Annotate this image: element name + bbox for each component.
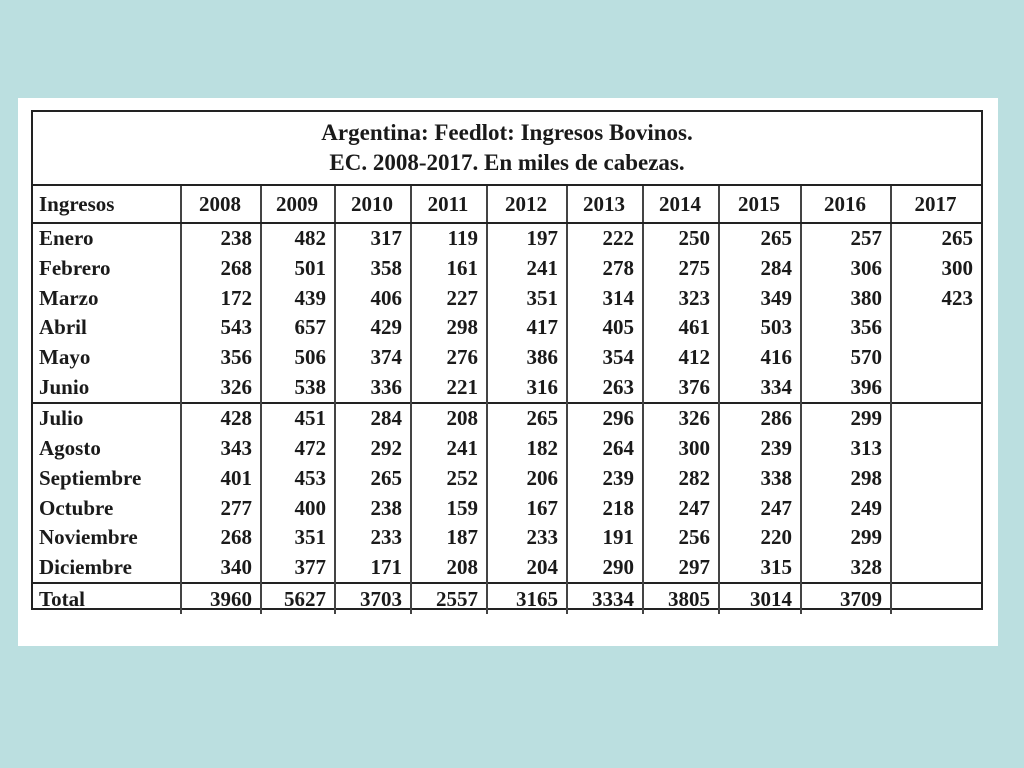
value-cell: 423 [941,285,973,310]
value-cell: 227 [411,283,487,313]
value-cell: 282 [643,464,719,494]
value-cell: 292 [335,434,411,464]
value-cell: 3703 [335,583,411,614]
value-cell: 233 [335,523,411,553]
header-cell-year: 2010 [335,186,411,223]
month-cell: Agosto [33,434,181,464]
month-cell: Febrero [33,254,181,284]
month-cell: Noviembre [33,523,181,553]
value-cell: 377 [261,553,335,584]
value-cell: 182 [487,434,567,464]
value-cell: 290 [567,553,643,584]
value-cell: 317 [335,223,411,254]
value-cell: 275 [643,254,719,284]
value-cell: 265 [335,464,411,494]
value-cell: 334 [719,372,801,403]
value-cell: 300 [941,256,973,281]
value-cell: 241 [411,434,487,464]
value-cell: 315 [719,553,801,584]
value-cell: 306 [801,254,891,284]
value-cell: 3709 [801,583,891,614]
value-cell: 208 [411,553,487,584]
value-cell: 265 [941,226,973,251]
value-cell: 5627 [261,583,335,614]
value-cell: 247 [719,493,801,523]
month-cell: Junio [33,372,181,403]
header-cell-year: 2015 [719,186,801,223]
table-row [33,553,981,584]
value-cell: 3805 [643,583,719,614]
value-cell: 298 [411,313,487,343]
value-cell: 374 [335,343,411,373]
table-title [33,112,981,186]
value-cell: 380 [801,283,891,313]
value-cell: 278 [567,254,643,284]
value-cell: 238 [335,493,411,523]
table-row [33,523,981,553]
value-cell: 299 [801,523,891,553]
value-cell: 191 [567,523,643,553]
value-cell: 417 [487,313,567,343]
value-cell: 296 [567,403,643,434]
value-cell: 323 [643,283,719,313]
value-cell: 482 [261,223,335,254]
value-cell: 412 [643,343,719,373]
table-body [33,223,981,614]
value-cell [891,523,981,553]
table-row [33,493,981,523]
value-cell: 416 [719,343,801,373]
value-cell: 343 [181,434,261,464]
value-cell: 247 [643,493,719,523]
value-cell: 265 [487,403,567,434]
value-cell: 239 [719,434,801,464]
value-cell: 257 [801,223,891,254]
month-cell: Diciembre [33,553,181,584]
value-cell: 428 [181,403,261,434]
value-cell: 657 [261,313,335,343]
value-cell: 326 [181,372,261,403]
value-cell [891,464,981,494]
total-row [33,583,981,614]
value-cell: 506 [261,343,335,373]
value-cell: 543 [181,313,261,343]
value-cell: 297 [643,553,719,584]
value-cell: 351 [261,523,335,553]
value-cell: 206 [487,464,567,494]
value-cell: 2557 [411,583,487,614]
value-cell: 239 [567,464,643,494]
header-cell-year: 2012 [487,186,567,223]
value-cell [891,343,981,373]
value-cell: 300 [643,434,719,464]
header-cell-year: 2017 [891,186,981,223]
value-cell: 503 [719,313,801,343]
total-label-cell: Total [33,583,181,614]
value-cell: 336 [335,372,411,403]
table-row [33,434,981,464]
value-cell: 501 [261,254,335,284]
value-cell: 461 [643,313,719,343]
header-cell-year: 2014 [643,186,719,223]
value-cell: 268 [181,523,261,553]
value-cell: 376 [643,372,719,403]
value-cell: 326 [643,403,719,434]
value-cell: 298 [801,464,891,494]
value-cell: 316 [487,372,567,403]
value-cell: 233 [487,523,567,553]
value-cell: 222 [567,223,643,254]
value-cell: 276 [411,343,487,373]
value-cell: 208 [411,403,487,434]
value-cell: 314 [567,283,643,313]
value-cell: 538 [261,372,335,403]
value-cell [891,434,981,464]
value-cell: 249 [801,493,891,523]
table-frame [31,110,983,610]
value-cell: 171 [335,553,411,584]
value-cell: 268 [181,254,261,284]
value-cell: 356 [181,343,261,373]
value-cell: 401 [181,464,261,494]
value-cell: 250 [643,223,719,254]
value-cell: 161 [411,254,487,284]
value-cell: 338 [719,464,801,494]
value-cell: 3334 [567,583,643,614]
value-cell: 3165 [487,583,567,614]
value-cell [891,372,981,403]
value-cell: 256 [643,523,719,553]
value-cell: 264 [567,434,643,464]
value-cell: 284 [335,403,411,434]
table-row [33,403,981,434]
value-cell: 429 [335,313,411,343]
table-row [33,223,981,254]
value-cell: 3960 [181,583,261,614]
value-cell: 356 [801,313,891,343]
value-cell [891,493,981,523]
value-cell: 197 [487,223,567,254]
value-cell: 3014 [719,583,801,614]
value-cell [891,583,981,614]
title-line-1: Argentina: Feedlot: Ingresos Bovinos. [321,120,693,145]
month-cell: Mayo [33,343,181,373]
header-cell-year: 2008 [181,186,261,223]
value-cell: 187 [411,523,487,553]
value-cell: 570 [801,343,891,373]
value-cell: 218 [567,493,643,523]
value-cell: 386 [487,343,567,373]
value-cell: 299 [801,403,891,434]
table-row [33,283,981,313]
table-row [33,372,981,403]
value-cell: 284 [719,254,801,284]
value-cell: 453 [261,464,335,494]
slide-card [18,98,998,646]
value-cell: 241 [487,254,567,284]
value-cell: 349 [719,283,801,313]
value-cell: 400 [261,493,335,523]
value-cell: 286 [719,403,801,434]
month-cell: Septiembre [33,464,181,494]
value-cell: 396 [801,372,891,403]
month-cell: Enero [33,223,181,254]
header-cell-year: 2016 [801,186,891,223]
table-row [33,254,981,284]
value-cell: 340 [181,553,261,584]
value-cell: 252 [411,464,487,494]
value-cell: 221 [411,372,487,403]
header-row [33,186,981,223]
value-cell: 313 [801,434,891,464]
value-cell: 265 [719,223,801,254]
value-cell: 406 [335,283,411,313]
header-cell-year: 2009 [261,186,335,223]
table-row [33,343,981,373]
value-cell: 328 [801,553,891,584]
value-cell: 358 [335,254,411,284]
month-cell: Marzo [33,283,181,313]
value-cell: 167 [487,493,567,523]
value-cell: 351 [487,283,567,313]
table-row [33,313,981,343]
value-cell [891,553,981,584]
value-cell: 119 [411,223,487,254]
data-table [33,186,981,614]
header-cell-label: Ingresos [33,186,181,223]
value-cell: 204 [487,553,567,584]
month-cell: Octubre [33,493,181,523]
value-cell: 405 [567,313,643,343]
value-cell: 172 [181,283,261,313]
month-cell: Abril [33,313,181,343]
header-cell-year: 2011 [411,186,487,223]
title-line-2: EC. 2008-2017. En miles de cabezas. [329,150,685,175]
value-cell [891,403,981,434]
value-cell: 220 [719,523,801,553]
value-cell: 451 [261,403,335,434]
value-cell: 439 [261,283,335,313]
value-cell: 263 [567,372,643,403]
table-row [33,464,981,494]
header-cell-year: 2013 [567,186,643,223]
value-cell: 277 [181,493,261,523]
value-cell: 238 [181,223,261,254]
month-cell: Julio [33,403,181,434]
value-cell: 472 [261,434,335,464]
value-cell: 354 [567,343,643,373]
value-cell: 159 [411,493,487,523]
value-cell [891,313,981,343]
